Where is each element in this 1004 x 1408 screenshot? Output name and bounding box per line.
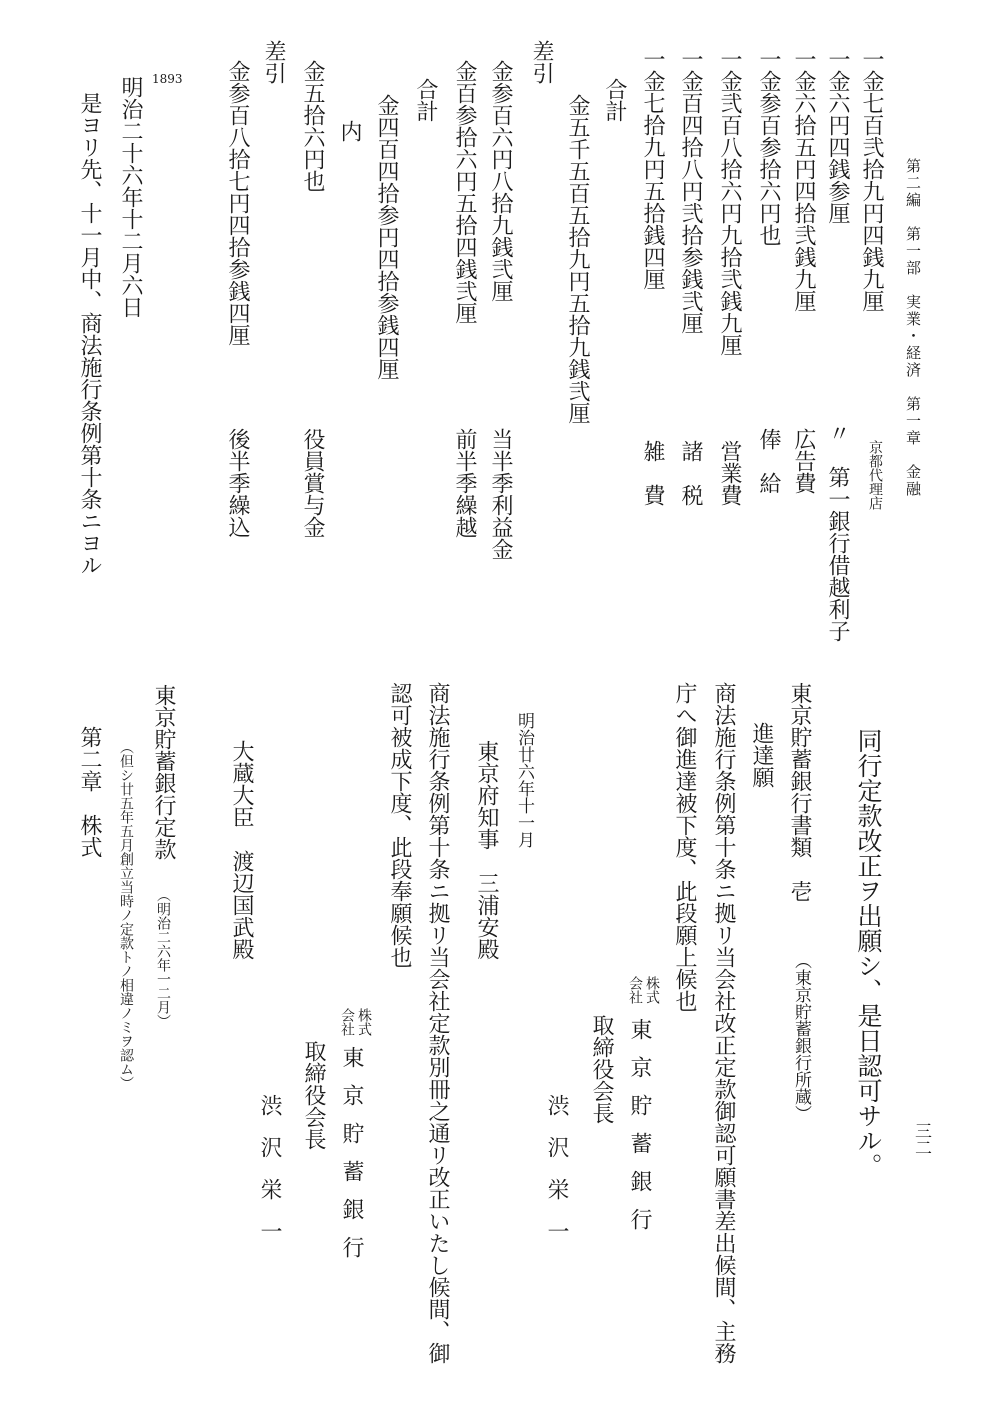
balance2-label: 差引: [261, 40, 286, 84]
entry-heading: 同行定款改正ヲ出願シ、是日認可サル。: [854, 728, 883, 1178]
entry-date: 明治二十六年十二月六日: [118, 76, 143, 318]
petition-title: 進達願: [749, 722, 774, 788]
ledger-amount: 一金七拾九円五拾銭四厘: [640, 48, 665, 290]
document-source: （東京貯蓄銀行所蔵）: [791, 952, 811, 1122]
ledger-amount: 一金百四拾八円弐拾参銭弐厘: [678, 48, 703, 334]
total2-label: 合計: [413, 78, 438, 122]
ledger-label: 営業費: [717, 440, 742, 506]
ledger-label: 諸 税: [678, 440, 703, 506]
petition-text: 商法施行条例第十条ニ拠リ当会社改正定款御認可願書差出候間、主務: [711, 682, 736, 1364]
carried-forward-amount: 金百参拾六円五拾四銭弐厘: [452, 60, 477, 324]
ledger-label: 広告費: [791, 428, 816, 494]
breakdown-label: 内: [337, 120, 362, 142]
petition-date: 明治廿六年十一月: [514, 712, 534, 848]
ledger-amount: 一金参百参拾六円也: [756, 48, 781, 246]
balance-label: 差引: [529, 40, 554, 84]
company-name: 東京貯蓄銀行: [627, 1018, 652, 1246]
narrative-text: 是ヨリ先、十一月中、商法施行条例第十条ニヨル: [77, 92, 102, 576]
total-amount: 金五千五百五拾九円五拾九銭弐厘: [565, 94, 590, 424]
ledger-label: 京都代理店: [867, 440, 883, 510]
next-label: 後半季繰込: [225, 428, 250, 538]
current-profit-label: 当半季利益金: [488, 428, 513, 560]
articles-date: （明治二六年一二月）: [155, 888, 171, 1028]
ledger-amount: 一金六円四銭参厘: [825, 48, 850, 224]
articles-title: 東京貯蓄銀行定款: [151, 684, 176, 860]
total-label: 合計: [602, 78, 627, 122]
ledger-amount: 一金七百弐拾九円四銭九厘: [859, 48, 884, 312]
officer-name: 渋沢栄一: [544, 1094, 569, 1262]
bonus-label: 役員賞与金: [300, 428, 325, 538]
ledger-label: 〃 第一銀行借越利子: [825, 422, 850, 642]
ledger-label: 俸 給: [756, 428, 781, 494]
year-note: 1893: [152, 72, 183, 86]
company-prefix: 会社: [627, 976, 643, 1004]
ledger-amount: 一金六拾五円四拾弐銭九厘: [791, 48, 816, 312]
officer-title: 取締役会長: [589, 1014, 614, 1124]
company-prefix: 株式: [644, 976, 660, 1004]
request-text: 商法施行条例第十条ニ拠リ当会社定款別冊之通リ改正いたし候間、御: [425, 682, 450, 1364]
next-amount: 金参百八拾七円四拾参銭四厘: [225, 60, 250, 346]
request-text: 認可被成下度、此段奉願候也: [387, 682, 412, 968]
chapter-heading: 第二章 株式: [77, 726, 102, 858]
bonus-amount: 金五拾六円也: [300, 60, 325, 192]
petition-text: 庁へ御進達被下度、此段願上候也: [672, 682, 697, 1012]
carried-forward-label: 前半季繰越: [452, 428, 477, 538]
company-prefix: 会社: [339, 1008, 355, 1036]
officer-title: 取締役会長: [301, 1040, 326, 1150]
current-profit-amount: 金参百六円八拾九銭弐厘: [488, 60, 513, 302]
document-title: 東京貯蓄銀行書類 壱: [787, 682, 812, 902]
company-prefix: 株式: [356, 1008, 372, 1036]
ledger-amount: 一金弐百八拾六円九拾弐銭九厘: [717, 48, 742, 356]
articles-note: （但シ廿五年五月創立当時ノ定款トノ相違ノミヲ認ム）: [118, 740, 134, 1090]
running-title: 第二編 第一部 実業・経済 第一章 金融: [904, 158, 922, 498]
company-name: 東京貯蓄銀行: [339, 1046, 364, 1274]
ledger-label: 雑 費: [640, 440, 665, 506]
addressee-governor: 東京府知事 三浦安殿: [474, 740, 499, 960]
addressee-minister: 大蔵大臣 渡辺国武殿: [229, 740, 254, 960]
total2-amount: 金四百四拾参円四拾参銭四厘: [374, 94, 399, 380]
officer-name: 渋沢栄一: [257, 1094, 282, 1262]
page-number: 三二: [911, 1122, 931, 1156]
